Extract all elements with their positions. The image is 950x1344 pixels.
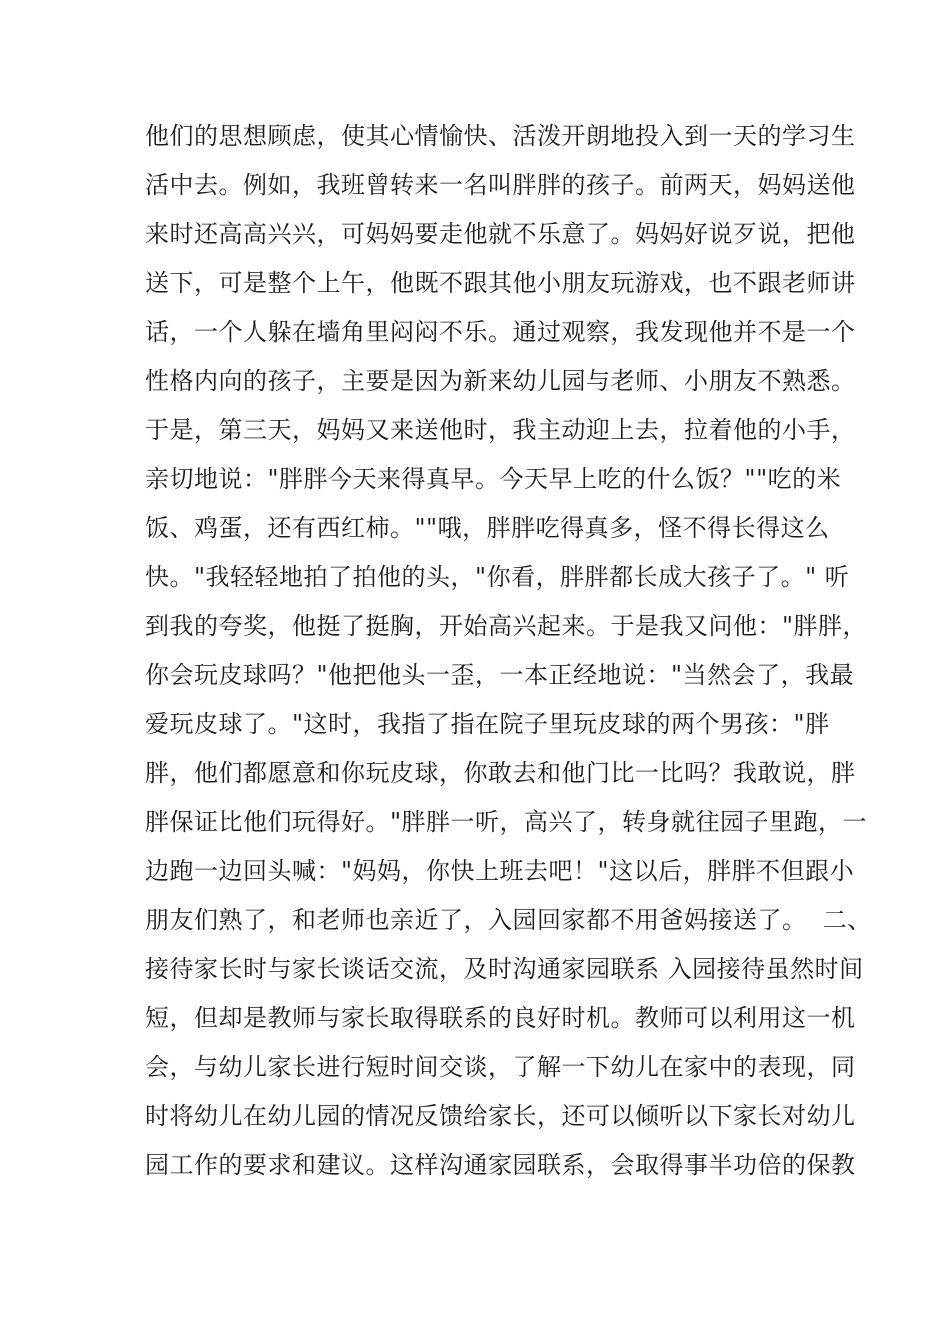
text-line: 性格内向的孩子，主要是因为新来幼儿园与老师、小朋友不熟悉。	[145, 367, 856, 395]
text-line: 爱玩皮球了。"这时，我指了指在院子里玩皮球的两个男孩："胖	[145, 710, 830, 738]
text-line: 园工作的要求和建议。这样沟通家园联系，会取得事半功倍的保教	[145, 1151, 856, 1179]
text-line: 接待家长时与家长谈话交流，及时沟通家园联系 入园接待虽然时间	[145, 955, 864, 983]
body-paragraph	[145, 112, 872, 1190]
text-line: 他们的思想顾虑，使其心情愉快、活泼开朗地投入到一天的学习生	[145, 122, 856, 150]
text-line: 胖，他们都愿意和你玩皮球，你敢去和他门比一比吗？我敢说，胖	[145, 759, 856, 787]
text-line: 活中去。例如，我班曾转来一名叫胖胖的孩子。前两天，妈妈送他	[145, 171, 856, 199]
text-line: 会，与幼儿家长进行短时间交谈，了解一下幼儿在家中的表现，同	[145, 1053, 856, 1081]
text-line: 快。"我轻轻地拍了拍他的头，"你看，胖胖都长成大孩子了。" 听	[145, 563, 850, 591]
text-line: 送下，可是整个上午，他既不跟其他小朋友玩游戏，也不跟老师讲	[145, 269, 856, 297]
text-line: 边跑一边回头喊："妈妈，你快上班去吧！"这以后，胖胖不但跟小	[145, 857, 855, 885]
text-line: 胖保证比他们玩得好。"胖胖一听，高兴了，转身就往园子里跑，一	[145, 808, 868, 836]
text-line: 于是，第三天，妈妈又来送他时，我主动迎上去，拉着他的小手，	[145, 416, 856, 444]
text-line: 朋友们熟了，和老师也亲近了，入园回家都不用爸妈接送了。 二、	[145, 906, 872, 934]
text-line: 时将幼儿在幼儿园的情况反馈给家长，还可以倾听以下家长对幼儿	[145, 1102, 856, 1130]
text-line: 你会玩皮球吗？"他把他头一歪，一本正经地说："当然会了，我最	[145, 661, 855, 689]
text-line: 饭、鸡蛋，还有西红柿。""哦，胖胖吃得真多，怪不得长得这么	[145, 514, 830, 542]
text-line: 短，但却是教师与家长取得联系的良好时机。教师可以利用这一机	[145, 1004, 856, 1032]
text-line: 到我的夸奖，他挺了挺胸，开始高兴起来。于是我又问他："胖胖，	[145, 612, 868, 640]
text-line: 亲切地说："胖胖今天来得真早。今天早上吃的什么饭？""吃的米	[145, 465, 842, 493]
text-line: 来时还高高兴兴，可妈妈要走他就不乐意了。妈妈好说歹说，把他	[145, 220, 856, 248]
text-line: 话，一个人躲在墙角里闷闷不乐。通过观察，我发现他并不是一个	[145, 318, 856, 346]
